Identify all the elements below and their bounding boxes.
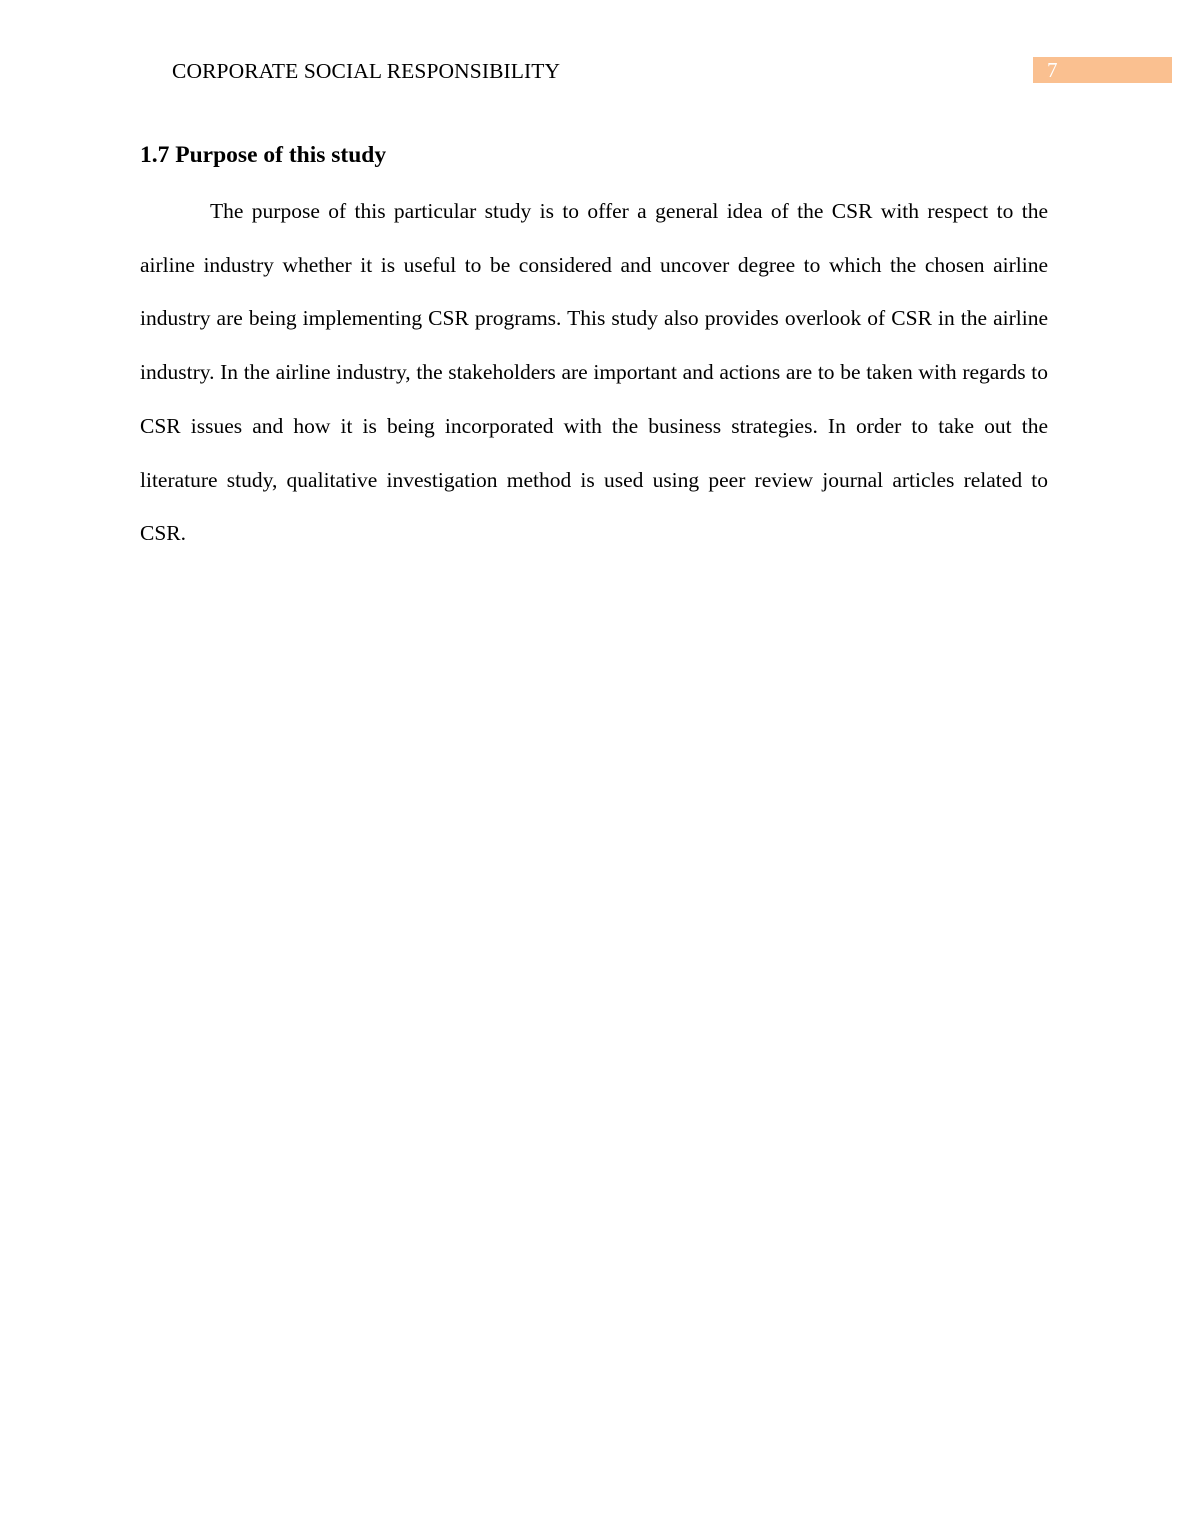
- page-number-badge: [1033, 57, 1172, 83]
- page-number: 7: [1047, 58, 1058, 82]
- section-heading: 1.7 Purpose of this study: [140, 142, 387, 168]
- running-header-title: CORPORATE SOCIAL RESPONSIBILITY: [172, 59, 561, 83]
- body-paragraph: The purpose of this particular study is to offer a general idea of the CSR with respect to the airline industry whether it is useful to be considered and uncover degree to which the chosen airline industry are being implementing CSR programs. This study also provides overlook of CSR in the airline industry. In the airline industry, the stakeholders are important and actions are to be taken with regards to CSR issues and how it is being incorporated with the business strategies. In order to take out the literature study, qualitative investigation method is used using peer review journal articles related to CSR.: [140, 199, 1048, 546]
